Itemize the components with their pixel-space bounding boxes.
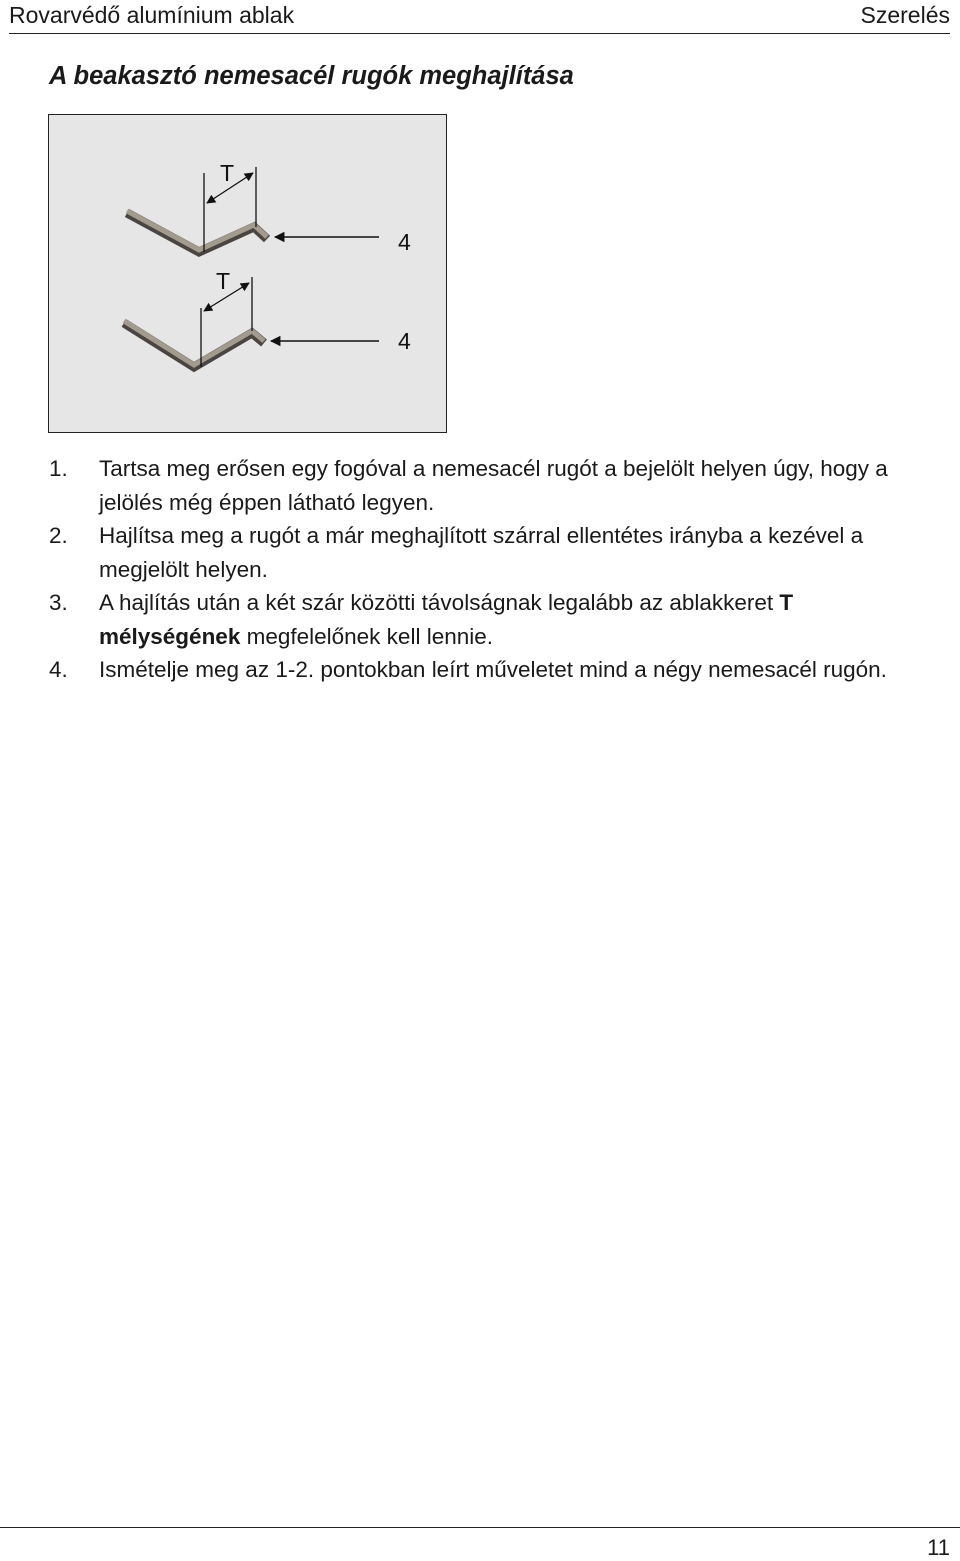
step-text: Hajlítsa meg a rugót a már meghajlított szárral ellentétes irányba a kezével a megjelölt helyen. [99,523,864,582]
callout-number-bottom: 4 [398,328,411,354]
step-number: 1. [49,456,68,481]
section-title: A beakasztó nemesacél rugók meghajlítása [49,62,574,90]
footer-rule [0,1527,960,1528]
step-text: Tartsa meg erősen egy fogóval a nemesacél rugót a bejelölt helyen úgy, hogy a jelölés még éppen látható legyen. [99,456,888,515]
step-number: 3. [49,590,68,615]
step-text: Ismételje meg az 1-2. pontokban leírt műveletet mind a négy nemesacél rugón. [99,657,887,682]
spring-top [127,160,411,255]
list-item [49,519,929,586]
page-header [9,0,950,34]
step-text-after: megfelelőnek kell lennie. [240,623,493,649]
spring-bottom [124,268,411,367]
header-document-title: Rovarvédő alumínium ablak [9,2,295,28]
step-number: 2. [49,523,68,548]
spring-diagram [49,115,446,432]
spring-bending-figure [48,114,447,433]
list-item [49,653,929,687]
callout-number-top: 4 [398,229,411,255]
list-item [49,586,929,653]
step-text-bold: T mélységének [99,590,794,649]
instruction-list [49,452,929,687]
page-number: 11 [927,1535,950,1560]
dimension-label-top: T [220,160,235,186]
step-text-before: A hajlítás után a két szár közötti távolságnak legalább az ablakkeret [99,590,780,615]
header-section-title: Szerelés [860,2,950,28]
list-item [49,452,929,519]
step-number: 4. [49,657,68,682]
dimension-label-bottom: T [216,268,231,294]
